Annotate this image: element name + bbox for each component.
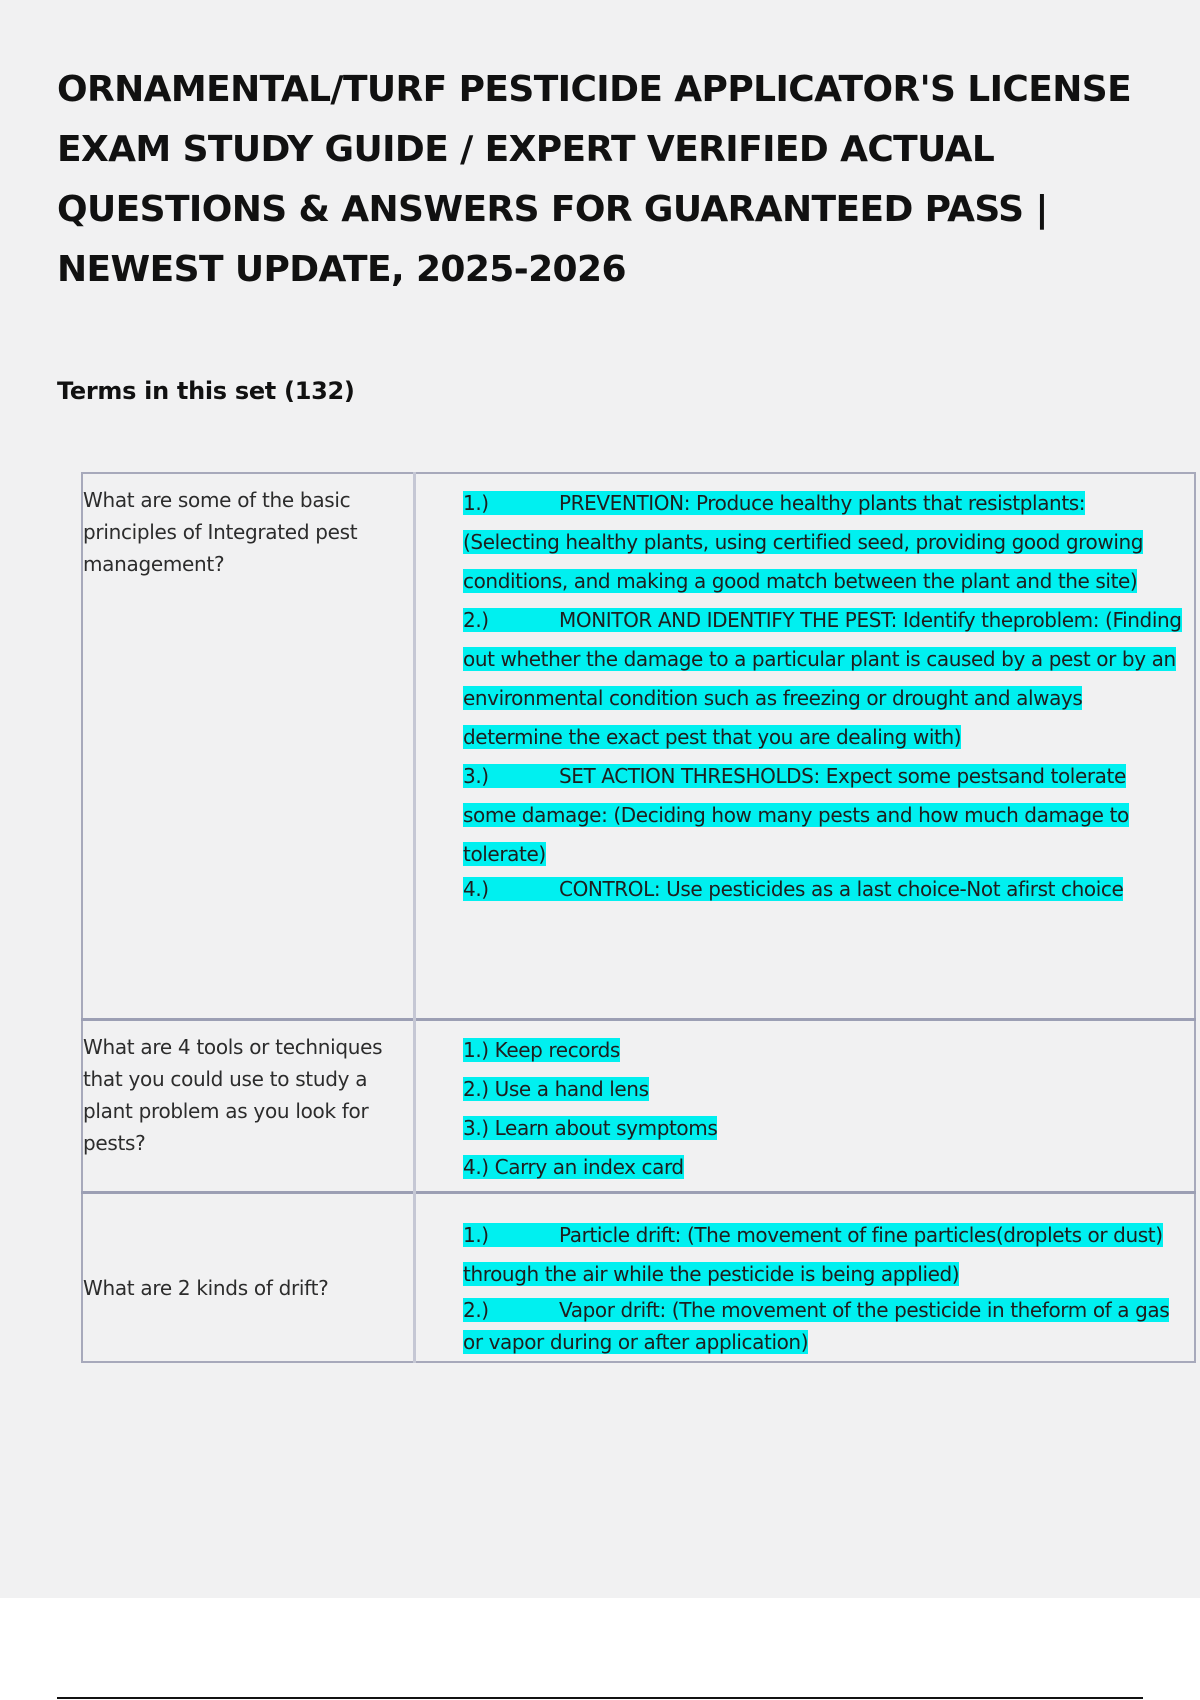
answer-item bbox=[463, 757, 1184, 874]
answer-text: 1.) Keep records bbox=[463, 1038, 620, 1062]
answer-text: 3.) Learn about symptoms bbox=[463, 1116, 718, 1140]
answer-item bbox=[463, 484, 1184, 601]
table-row bbox=[82, 473, 1195, 1020]
answer-item bbox=[463, 1148, 1184, 1187]
answer-text: Particle drift: (The movement of fine particles(droplets or dust) through the air while the pesticide is being applied) bbox=[463, 1223, 1163, 1286]
answer-text: 4.) Carry an index card bbox=[463, 1155, 684, 1179]
answer-text: CONTROL: Use pesticides as a last choice-Not afirst choice bbox=[559, 877, 1124, 901]
question-text: What are 2 kinds of drift? bbox=[83, 1276, 329, 1300]
answer-text: 2.) Use a hand lens bbox=[463, 1077, 649, 1101]
answer-item bbox=[463, 1216, 1184, 1294]
answer-cell bbox=[415, 1020, 1196, 1193]
answer-number: 2.) bbox=[463, 608, 489, 632]
table-row bbox=[82, 1193, 1195, 1363]
answer-item bbox=[463, 1294, 1184, 1358]
answer-number: 1.) bbox=[463, 491, 489, 515]
answer-list bbox=[416, 1194, 1194, 1358]
question-text: What are 4 tools or techniques that you could use to study a plant problem as you look for pests? bbox=[83, 1035, 383, 1155]
footer-divider bbox=[57, 1697, 1143, 1699]
answer-item bbox=[463, 1070, 1184, 1109]
answer-list bbox=[416, 1021, 1194, 1187]
answer-number: 1.) bbox=[463, 1223, 489, 1247]
answer-text: SET ACTION THRESHOLDS: Expect some pestsand tolerate some damage: (Deciding how many pests and how much damage to tolerate) bbox=[463, 764, 1129, 866]
answer-cell bbox=[415, 473, 1196, 1020]
answer-item bbox=[463, 1031, 1184, 1070]
answer-number: 2.) bbox=[463, 1298, 489, 1322]
terms-count-heading: Terms in this set (132) bbox=[57, 377, 355, 405]
answer-number: 3.) bbox=[463, 764, 489, 788]
answer-number: 4.) bbox=[463, 877, 489, 901]
answer-cell bbox=[415, 1193, 1196, 1363]
question-text: What are some of the basic principles of Integrated pest management? bbox=[83, 488, 358, 576]
document-title: ORNAMENTAL/TURF PESTICIDE APPLICATOR'S LICENSE EXAM STUDY GUIDE / EXPERT VERIFIED ACTUAL QUESTIONS & ANSWERS FOR GUARANTEED PASS | NEWEST UPDATE, 2025-2026 bbox=[57, 69, 1132, 290]
question-cell bbox=[82, 1193, 415, 1363]
answer-item bbox=[463, 1109, 1184, 1148]
answer-item bbox=[463, 874, 1184, 904]
question-cell bbox=[82, 473, 415, 1020]
flashcard-table bbox=[81, 472, 1196, 1363]
answer-text: Vapor drift: (The movement of the pesticide in theform of a gas or vapor during or after application) bbox=[463, 1298, 1170, 1354]
answer-list bbox=[416, 474, 1194, 904]
answer-text: MONITOR AND IDENTIFY THE PEST: Identify theproblem: (Finding out whether the damage to a particular plant is caused by a pest or by an environmental condition such as freezing or drought and always determine the exact pest that you are dealing with) bbox=[463, 608, 1182, 749]
answer-text: PREVENTION: Produce healthy plants that resistplants: (Selecting healthy plants, using certified seed, providing good growing conditions, and making a good match between the plant and the site) bbox=[463, 491, 1144, 593]
question-cell bbox=[82, 1020, 415, 1193]
answer-item bbox=[463, 601, 1184, 757]
table-row bbox=[82, 1020, 1195, 1193]
